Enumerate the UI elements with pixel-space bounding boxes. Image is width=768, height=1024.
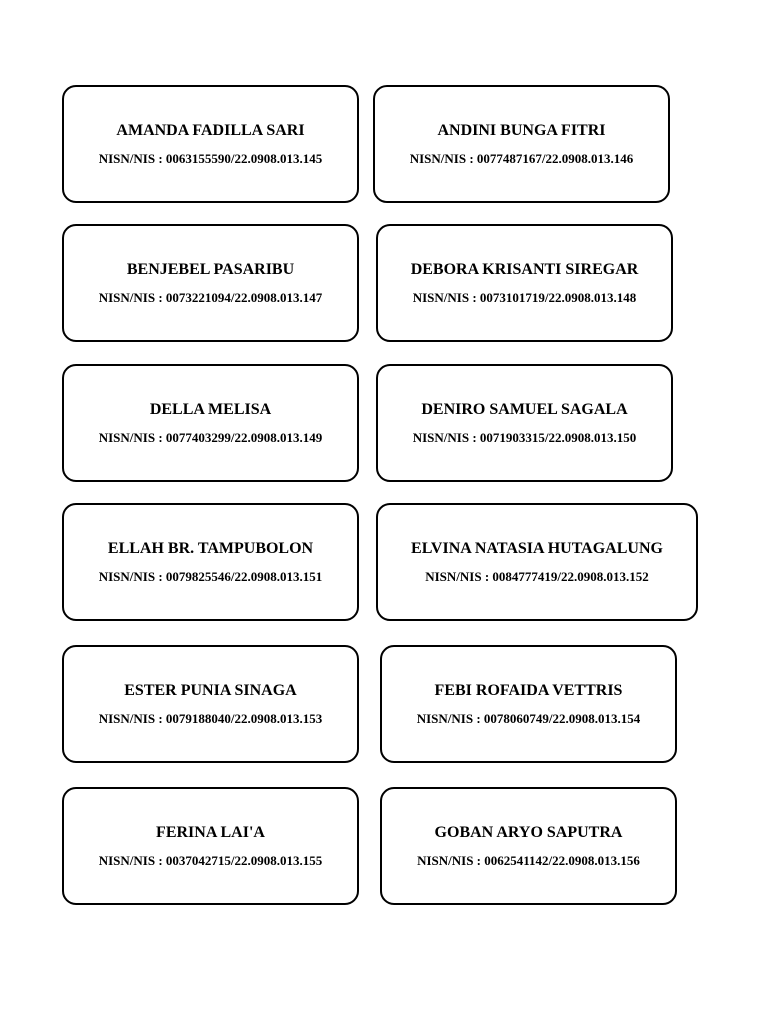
name-card <box>62 224 359 342</box>
student-nis: NISN/NIS : 0073221094/22.0908.013.147 <box>98 290 323 305</box>
name-card <box>373 85 670 203</box>
student-name: AMANDA FADILLA SARI <box>116 122 305 139</box>
student-name: DELLA MELISA <box>149 401 272 418</box>
student-name: DEBORA KRISANTI SIREGAR <box>410 261 639 278</box>
student-nis: NISN/NIS : 0063155590/22.0908.013.145 <box>98 151 323 166</box>
student-nis: NISN/NIS : 0071903315/22.0908.013.150 <box>412 430 637 445</box>
student-nis: NISN/NIS : 0079188040/22.0908.013.153 <box>98 711 323 726</box>
student-name: GOBAN ARYO SAPUTRA <box>434 824 623 841</box>
student-name: BENJEBEL PASARIBU <box>126 261 295 278</box>
name-card <box>376 224 673 342</box>
student-name: ELLAH BR. TAMPUBOLON <box>107 540 314 557</box>
name-card <box>380 787 677 905</box>
name-card <box>62 503 359 621</box>
student-name: DENIRO SAMUEL SAGALA <box>421 401 628 418</box>
name-card <box>62 364 359 482</box>
student-nis: NISN/NIS : 0077487167/22.0908.013.146 <box>409 151 634 166</box>
student-nis: NISN/NIS : 0078060749/22.0908.013.154 <box>416 711 641 726</box>
student-nis: NISN/NIS : 0062541142/22.0908.013.156 <box>417 853 640 868</box>
student-nis: NISN/NIS : 0073101719/22.0908.013.148 <box>412 290 637 305</box>
student-nis: NISN/NIS : 0084777419/22.0908.013.152 <box>425 569 649 584</box>
student-nis: NISN/NIS : 0079825546/22.0908.013.151 <box>98 569 323 584</box>
student-name: ANDINI BUNGA FITRI <box>437 122 606 139</box>
name-card <box>62 85 359 203</box>
student-name: FERINA LAI'A <box>156 824 265 841</box>
name-card <box>380 645 677 763</box>
name-card <box>62 645 359 763</box>
student-nis: NISN/NIS : 0077403299/22.0908.013.149 <box>98 430 323 445</box>
student-name: ELVINA NATASIA HUTAGALUNG <box>411 540 663 557</box>
student-name: ESTER PUNIA SINAGA <box>124 682 297 699</box>
name-card <box>376 364 673 482</box>
student-name: FEBI ROFAIDA VETTRIS <box>434 682 623 699</box>
name-card <box>376 503 698 621</box>
name-card <box>62 787 359 905</box>
student-nis: NISN/NIS : 0037042715/22.0908.013.155 <box>98 853 323 868</box>
